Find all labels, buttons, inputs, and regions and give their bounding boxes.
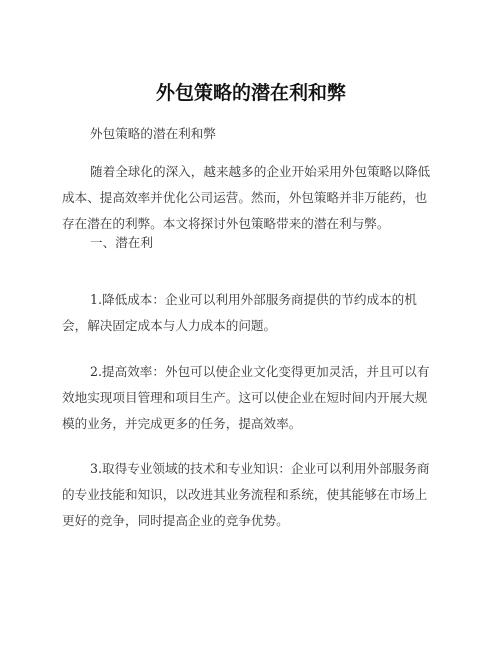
list-item-cost: 1.降低成本：企业可以利用外部服务商提供的节约成本的机会，解决固定成本与人力成本的问题。	[62, 292, 417, 333]
section-heading: 一、潜在利	[90, 235, 153, 250]
list-item-expertise: 3.取得专业领域的技术和专业知识：企业可以利用外部服务商的专业技能和知识，以改进其业务流程和系统，使其能够在市场上更好的竞争，同时提高企业的竞争优势。	[62, 461, 430, 528]
document-title: 外包策略的潜在利和弊	[155, 82, 346, 104]
intro-paragraph: 随着全球化的深入，越来越多的企业开始采用外包策略以降低成本、提高效率并优化公司运营。然而，外包策略并非万能药，也存在潜在的利弊。本文将探讨外包策略带来的潜在利与弊。	[62, 164, 431, 231]
list-item-efficiency: 2.提高效率：外包可以使企业文化变得更加灵活，并且可以有效地实现项目管理和项目生产。这可以使企业在短时间内开展大规模的业务，并完成更多的任务，提高效率。	[62, 364, 430, 431]
document-subtitle: 外包策略的潜在利和弊	[90, 126, 216, 141]
